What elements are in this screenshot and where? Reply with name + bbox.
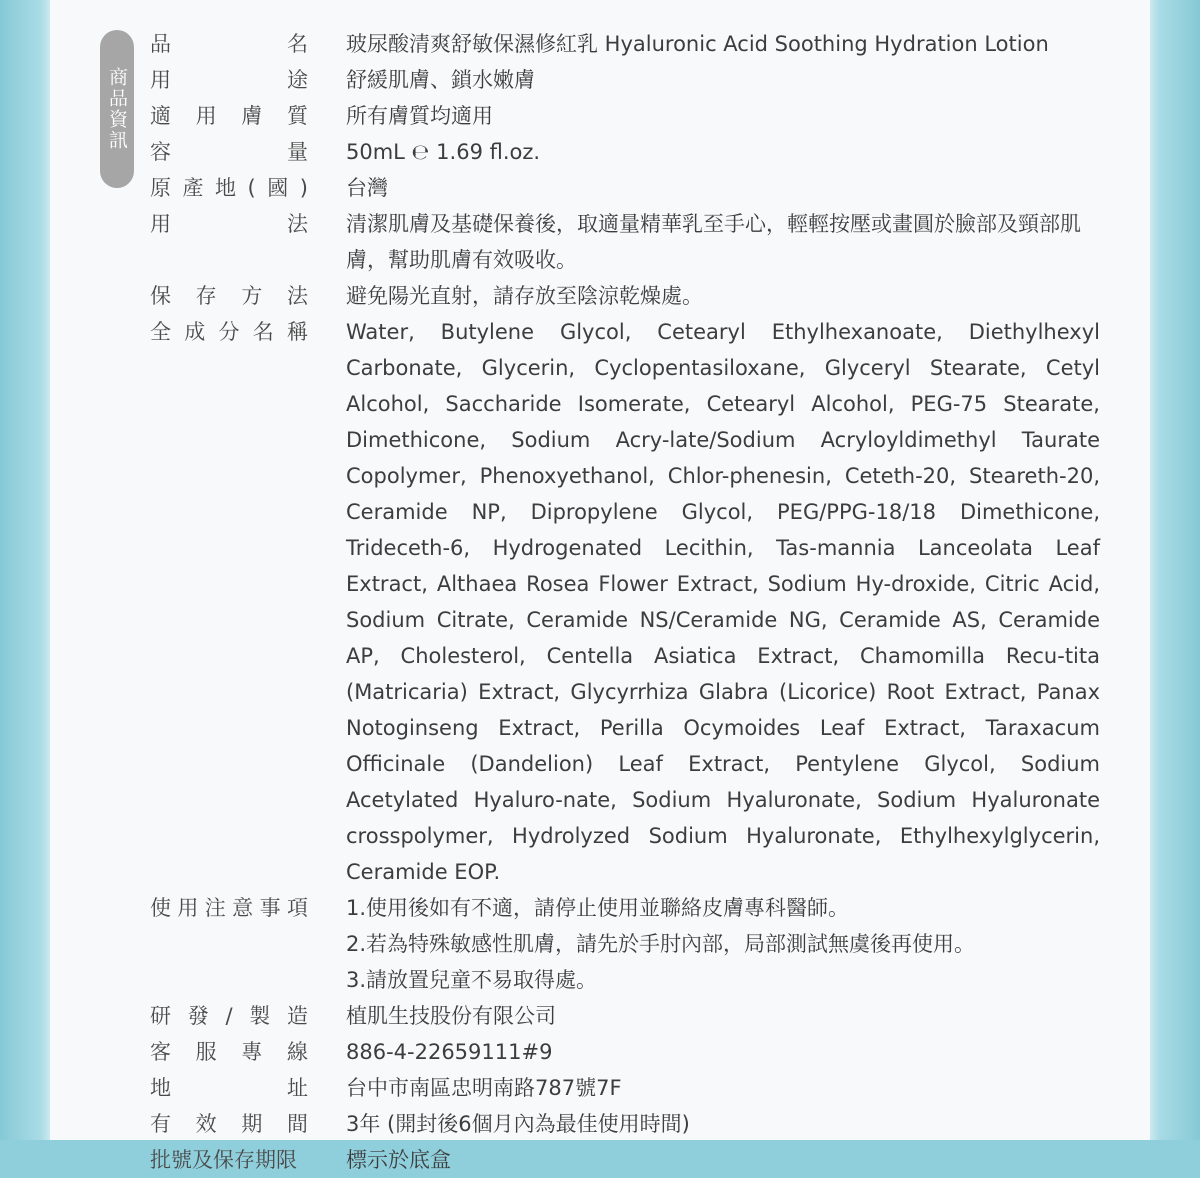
row-volume xyxy=(150,134,1100,170)
label-ingredients: 全 成 分 名 稱 xyxy=(150,320,308,344)
value-shelf-life: 3年 (開封後6個月內為最佳使用時間) xyxy=(346,1112,690,1136)
row-manufacturer xyxy=(150,998,1100,1034)
row-product-name xyxy=(150,26,1100,62)
value-volume: 50mL ℮ 1.69 fl.oz. xyxy=(346,140,541,164)
row-batch-expiry xyxy=(150,1142,1100,1178)
value-origin: 台灣 xyxy=(346,176,388,200)
precaution-item: 3.請放置兒童不易取得處。 xyxy=(346,968,598,992)
row-origin xyxy=(150,170,1100,206)
label-volume: 容 量 xyxy=(150,140,308,164)
row-storage xyxy=(150,278,1100,314)
value-batch-expiry: 標示於底盒 xyxy=(346,1148,451,1172)
label-usage: 用 途 xyxy=(150,68,308,92)
row-ingredients xyxy=(150,314,1100,890)
label-shelf-life: 有 效 期 間 xyxy=(150,1112,308,1136)
precaution-item: 2.若為特殊敏感性肌膚，請先於手肘內部，局部測試無虞後再使用。 xyxy=(346,932,976,956)
product-info-tab: 商品資訊 xyxy=(100,30,134,188)
label-address: 地 址 xyxy=(150,1076,308,1100)
row-address xyxy=(150,1070,1100,1106)
label-directions: 用 法 xyxy=(150,212,308,236)
value-ingredients: Water, Butylene Glycol, Cetearyl Ethylhexanoate, Diethylhexyl Carbonate, Glycerin, Cyclopentasiloxane, Glyceryl Stearate, Cetyl Alcohol, Saccharide Isomerate, Cetearyl Alcohol, PEG-75 Stearate, Dimethicone, Sodium Acry-late/Sodium Acryloyldimethyl Taurate Copolymer, Phenoxyethanol, Chlor-phenesin, Ceteth-20, Steareth-20, Ceramide NP, Dipropylene Glycol, PEG/PPG-18/18 Dimethicone, Trideceth-6, Hydrogenated Lecithin, Tas-mannia Lanceolata Leaf Extract, Althaea Rosea Flower Extract, Sodium Hy-droxide, Citric Acid, Sodium Citrate, Ceramide NS/Ceramide NG, Ceramide AS, Ceramide AP, Cholesterol, Centella Asiatica Extract, Chamomilla Recu-tita (Matricaria) Extract, Glycyrrhiza Glabra (Licorice) Root Extract, Panax Notoginseng Extract, Perilla Ocymoides Leaf Extract, Taraxacum Officinale (Dandelion) Leaf Extract, Pentylene Glycol, Sodium Acetylated Hyaluro-nate, Sodium Hyaluronate, Sodium Hyaluronate crosspolymer, Hydrolyzed Sodium Hyaluronate, Ethylhexylglycerin, Ceramide EOP. xyxy=(346,320,1100,884)
value-precautions xyxy=(346,890,1100,998)
label-hotline: 客 服 專 線 xyxy=(150,1040,308,1064)
value-address: 台中市南區忠明南路787號7F xyxy=(346,1076,622,1100)
row-precautions xyxy=(150,890,1100,998)
precaution-item: 1.使用後如有不適，請停止使用並聯絡皮膚專科醫師。 xyxy=(346,896,850,920)
label-precautions: 使 用 注 意 事 項 xyxy=(150,896,308,920)
value-product-name: 玻尿酸清爽舒敏保濕修紅乳 Hyaluronic Acid Soothing Hydration Lotion xyxy=(346,32,1049,56)
value-hotline: 886-4-22659111#9 xyxy=(346,1040,553,1064)
product-info-list xyxy=(150,26,1100,1178)
value-skin-type: 所有膚質均適用 xyxy=(346,104,493,128)
label-origin: 原 產 地 ( 國 ) xyxy=(150,176,308,200)
label-skin-type: 適 用 膚 質 xyxy=(150,104,308,128)
row-directions xyxy=(150,206,1100,278)
row-shelf-life xyxy=(150,1106,1100,1142)
row-skin-type xyxy=(150,98,1100,134)
value-storage: 避免陽光直射，請存放至陰涼乾燥處。 xyxy=(346,284,703,308)
row-hotline xyxy=(150,1034,1100,1070)
label-batch-expiry: 批號及保存期限 xyxy=(150,1148,297,1172)
label-storage: 保 存 方 法 xyxy=(150,284,308,308)
label-product-name: 品 名 xyxy=(150,32,308,56)
label-manufacturer: 研 發 / 製 造 xyxy=(150,1004,308,1028)
value-directions: 清潔肌膚及基礎保養後，取適量精華乳至手心，輕輕按壓或畫圓於臉部及頸部肌膚，幫助肌膚有效吸收。 xyxy=(346,212,1081,272)
value-manufacturer: 植肌生技股份有限公司 xyxy=(346,1004,556,1028)
row-usage xyxy=(150,62,1100,98)
value-usage: 舒緩肌膚、鎖水嫩膚 xyxy=(346,68,535,92)
